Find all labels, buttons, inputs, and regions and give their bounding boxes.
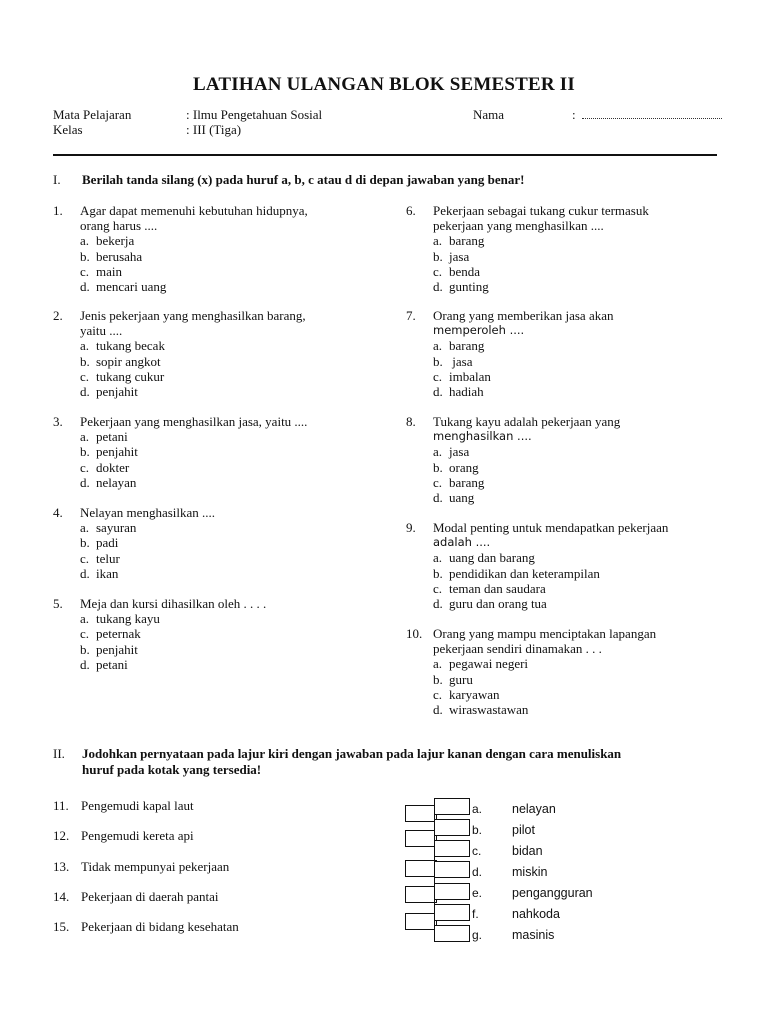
answer-box[interactable]	[405, 805, 437, 822]
answer-option[interactable]	[433, 656, 656, 671]
option-letter: a.	[80, 429, 90, 445]
option-letter: d.	[80, 565, 90, 581]
option-text: petani	[96, 656, 128, 672]
answer-option[interactable]	[80, 520, 215, 535]
answer-text: pilot	[512, 823, 535, 837]
option-letter: c.	[433, 580, 443, 596]
matching-statement	[53, 889, 219, 905]
answer-option[interactable]	[433, 596, 668, 611]
option-letter: c.	[80, 263, 90, 279]
statement-number: 14.	[53, 889, 70, 904]
option-text: petani	[96, 429, 128, 445]
option-text: penjahit	[96, 641, 138, 657]
answer-option[interactable]	[80, 249, 308, 264]
option-text: tukang cukur	[96, 368, 165, 384]
option-letter: d.	[80, 384, 90, 400]
subject-label: Mata Pelajaran	[53, 107, 132, 122]
header-rule	[53, 154, 717, 156]
option-letter: a.	[433, 233, 443, 249]
option-letter: c.	[80, 550, 90, 566]
answer-box[interactable]	[405, 886, 437, 903]
option-text: peternak	[96, 626, 141, 642]
option-text: jasa	[449, 444, 470, 460]
question-body	[433, 308, 613, 399]
letter-box	[434, 883, 470, 900]
question-text-line: adalah ....	[433, 535, 491, 550]
option-text: imbalan	[449, 368, 491, 384]
option-text: telur	[96, 550, 120, 566]
option-letter: c.	[433, 686, 443, 702]
question-text-line: orang harus ....	[80, 218, 158, 234]
option-text: tukang kayu	[96, 611, 160, 627]
section-2-instruction-line-1: Jodohkan pernyataan pada lajur kiri dengan jawaban pada lajur kanan dengan cara menuliskan	[82, 746, 622, 761]
matching-statement	[53, 798, 194, 814]
option-text: teman dan saudara	[449, 580, 546, 596]
answer-text: bidan	[512, 844, 543, 858]
name-field[interactable]	[572, 107, 722, 122]
question-text-line: Tukang kayu adalah pekerjaan yang	[433, 414, 621, 429]
section-2-number: II.	[53, 746, 65, 761]
answer-letter: g.	[472, 928, 483, 942]
matching-statement	[53, 828, 194, 844]
answer-option[interactable]	[433, 550, 668, 565]
option-text: guru dan orang tua	[449, 596, 547, 612]
option-letter: b.	[433, 565, 443, 581]
option-letter: c.	[433, 474, 443, 490]
option-letter: d.	[80, 279, 90, 295]
option-letter: b.	[433, 248, 443, 264]
question-number: 9.	[406, 520, 416, 535]
letter-box	[434, 925, 470, 942]
answer-text: nelayan	[512, 802, 556, 816]
question-body	[80, 308, 306, 399]
option-letter: c.	[433, 263, 443, 279]
answer-option[interactable]	[433, 354, 613, 369]
option-letter: b.	[433, 353, 443, 369]
answer-option[interactable]	[433, 702, 656, 717]
answer-text: masinis	[512, 928, 555, 942]
option-text: pegawai negeri	[449, 656, 529, 672]
answer-option[interactable]	[80, 338, 306, 353]
question-number: 6.	[406, 203, 416, 218]
option-text: dokter	[96, 459, 130, 475]
answer-option[interactable]	[80, 264, 308, 279]
statement-number: 12.	[53, 828, 70, 843]
answer-letter: c.	[472, 844, 482, 858]
option-text: ikan	[96, 565, 119, 581]
page-title: LATIHAN ULANGAN BLOK SEMESTER II	[193, 74, 575, 95]
question-body	[433, 520, 668, 611]
option-text: main	[96, 263, 122, 279]
question-text-line: Pekerjaan sebagai tukang cukur termasuk	[433, 203, 649, 218]
option-text: gunting	[449, 279, 489, 295]
option-letter: b.	[433, 671, 443, 687]
option-text: mencari uang	[96, 279, 167, 295]
option-text: sopir angkot	[96, 353, 161, 369]
question-text-line: Meja dan kursi dihasilkan oleh . . . .	[80, 596, 267, 611]
option-text: berusaha	[96, 248, 143, 264]
question-body	[433, 203, 649, 294]
answer-box[interactable]	[405, 913, 437, 930]
matching-statement	[53, 919, 239, 935]
option-text: penjahit	[96, 384, 138, 400]
answer-option[interactable]	[433, 384, 613, 399]
statement-number: 13.	[53, 859, 70, 874]
answer-option[interactable]	[433, 581, 668, 596]
question-number: 7.	[406, 308, 416, 323]
statement-text: Pengemudi kereta api	[81, 828, 194, 843]
option-letter: a.	[80, 233, 90, 249]
answer-letter: a.	[472, 802, 483, 816]
answer-option[interactable]	[433, 264, 649, 279]
option-letter: a.	[433, 550, 443, 566]
option-letter: d.	[80, 656, 90, 672]
section-2-instruction-line-2: huruf pada kotak yang tersedia!	[82, 762, 262, 777]
option-text: barang	[449, 338, 485, 354]
question-text-line: Jenis pekerjaan yang menghasilkan barang,	[80, 308, 306, 323]
answer-option[interactable]	[433, 444, 620, 459]
answer-option[interactable]	[80, 657, 266, 672]
letter-box	[434, 840, 470, 857]
question-number: 1.	[53, 203, 63, 218]
answer-letter: f.	[472, 907, 479, 921]
option-text: sayuran	[96, 520, 137, 536]
option-letter: a.	[80, 611, 90, 627]
answer-box[interactable]	[405, 860, 437, 877]
matching-statement	[53, 859, 229, 875]
option-letter: a.	[433, 656, 443, 672]
answer-option[interactable]	[80, 475, 307, 490]
option-text: orang	[449, 459, 479, 475]
answer-option[interactable]	[433, 233, 649, 248]
option-text: barang	[449, 233, 485, 249]
answer-option[interactable]	[433, 490, 620, 505]
option-letter: d.	[433, 490, 443, 506]
question-text-line: Modal penting untuk mendapatkan pekerjaan	[433, 520, 669, 535]
name-colon: :	[572, 107, 576, 122]
answer-option[interactable]	[433, 672, 656, 687]
answer-option[interactable]	[433, 460, 620, 475]
question-text-line: pekerjaan yang menghasilkan ....	[433, 218, 604, 234]
answer-option[interactable]	[80, 354, 306, 369]
answer-option[interactable]	[80, 566, 215, 581]
question-number: 3.	[53, 414, 63, 429]
question-number: 4.	[53, 505, 63, 520]
name-label: Nama	[473, 107, 505, 122]
letter-box	[434, 798, 470, 815]
option-text: penjahit	[96, 444, 138, 460]
answer-text: nahkoda	[512, 907, 560, 921]
option-text: hadiah	[449, 384, 484, 400]
letter-box	[434, 904, 470, 921]
option-letter: d.	[433, 596, 443, 612]
question-body	[433, 626, 656, 717]
option-text: benda	[449, 263, 481, 279]
answer-option[interactable]	[80, 233, 308, 248]
option-letter: d.	[433, 384, 443, 400]
answer-option[interactable]	[80, 384, 306, 399]
statement-number: 15.	[53, 919, 70, 934]
answer-option[interactable]	[80, 626, 266, 641]
answer-option[interactable]	[80, 642, 266, 657]
answer-option[interactable]	[80, 551, 215, 566]
option-letter: a.	[433, 444, 443, 460]
answer-option[interactable]	[80, 460, 307, 475]
question-text-line: yaitu ....	[80, 323, 123, 339]
option-letter: c.	[80, 626, 90, 642]
question-body	[80, 596, 266, 672]
answer-option[interactable]	[433, 687, 656, 702]
answer-option[interactable]	[80, 444, 307, 459]
question-text-line: menghasilkan ....	[433, 429, 532, 444]
name-blank-line	[582, 108, 722, 119]
answer-text: miskin	[512, 865, 548, 879]
answer-letter: e.	[472, 886, 483, 900]
option-letter: b.	[433, 459, 443, 475]
option-letter: b.	[80, 353, 90, 369]
answer-letter: d.	[472, 865, 483, 879]
answer-option[interactable]	[80, 369, 306, 384]
option-text: barang	[449, 474, 485, 490]
option-letter: b.	[80, 641, 90, 657]
option-letter: a.	[433, 338, 443, 354]
answer-option[interactable]	[433, 279, 649, 294]
option-text: jasa	[449, 353, 473, 369]
connector-line	[434, 798, 435, 940]
option-letter: a.	[80, 338, 90, 354]
option-text: jasa	[449, 248, 470, 264]
answer-option[interactable]	[80, 611, 266, 626]
question-text-line: pekerjaan sendiri dinamakan . . .	[433, 641, 602, 657]
option-text: nelayan	[96, 474, 137, 490]
option-text: karyawan	[449, 686, 500, 702]
answer-option[interactable]	[433, 249, 649, 264]
question-text-line: memperoleh ....	[433, 323, 525, 338]
class-value: : III (Tiga)	[186, 122, 242, 137]
option-text: guru	[449, 671, 473, 687]
option-letter: c.	[80, 459, 90, 475]
option-letter: d.	[433, 702, 443, 718]
answer-option[interactable]	[80, 279, 308, 294]
question-text-line: Nelayan menghasilkan ....	[80, 505, 216, 520]
option-letter: a.	[80, 520, 90, 536]
option-letter: b.	[80, 444, 90, 460]
option-text: tukang becak	[96, 338, 165, 354]
option-text: uang dan barang	[449, 550, 535, 566]
statement-text: Pengemudi kapal laut	[81, 798, 194, 813]
question-body	[80, 505, 215, 581]
subject-value: : Ilmu Pengetahuan Sosial	[186, 107, 323, 122]
answer-option[interactable]	[433, 566, 668, 581]
section-1-number: I.	[53, 172, 61, 187]
option-text: uang	[449, 490, 475, 506]
class-label: Kelas	[53, 122, 83, 137]
question-number: 5.	[53, 596, 63, 611]
answer-box[interactable]	[405, 830, 437, 847]
question-text-line: Pekerjaan yang menghasilkan jasa, yaitu ....	[80, 414, 308, 429]
statement-number: 11.	[53, 798, 69, 813]
answer-text: pengangguran	[512, 886, 593, 900]
option-text: bekerja	[96, 233, 135, 249]
option-text: padi	[96, 535, 119, 551]
letter-box	[434, 819, 470, 836]
answer-option[interactable]	[433, 338, 613, 353]
question-text-line: Orang yang memberikan jasa akan	[433, 308, 614, 323]
answer-option[interactable]	[433, 475, 620, 490]
question-text-line: Orang yang mampu menciptakan lapangan	[433, 626, 657, 641]
question-number: 10.	[406, 626, 423, 641]
answer-letter: b.	[472, 823, 483, 837]
option-text: wiraswastawan	[449, 702, 529, 718]
statement-text: Pekerjaan di bidang kesehatan	[81, 919, 239, 934]
question-body	[433, 414, 620, 505]
option-letter: d.	[433, 279, 443, 295]
question-number: 2.	[53, 308, 63, 323]
question-body	[80, 203, 308, 294]
statement-text: Tidak mempunyai pekerjaan	[81, 859, 230, 874]
question-text-line: Agar dapat memenuhi kebutuhan hidupnya,	[80, 203, 308, 218]
option-letter: c.	[433, 368, 443, 384]
letter-box	[434, 861, 470, 878]
statement-text: Pekerjaan di daerah pantai	[81, 889, 219, 904]
answer-option[interactable]	[80, 429, 307, 444]
section-1-instruction: Berilah tanda silang (x) pada huruf a, b, c atau d di depan jawaban yang benar!	[82, 172, 525, 187]
option-letter: b.	[80, 248, 90, 264]
option-letter: b.	[80, 535, 90, 551]
question-body	[80, 414, 307, 490]
option-letter: c.	[80, 368, 90, 384]
option-letter: d.	[80, 474, 90, 490]
answer-option[interactable]	[80, 535, 215, 550]
answer-option[interactable]	[433, 369, 613, 384]
question-number: 8.	[406, 414, 416, 429]
option-text: pendidikan dan keterampilan	[449, 565, 600, 581]
